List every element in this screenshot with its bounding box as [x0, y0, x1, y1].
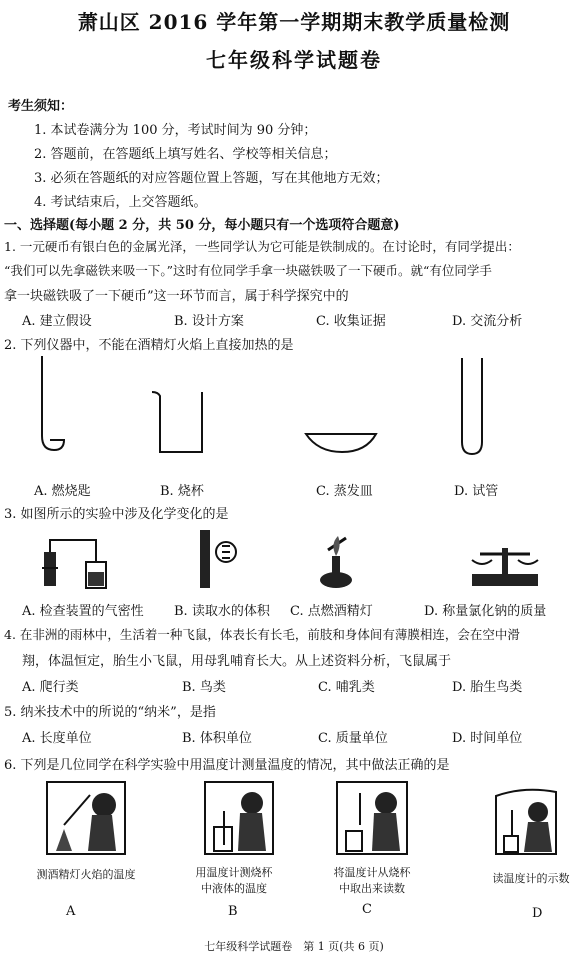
- q3-option-d: D. 称量氯化钠的质量: [424, 604, 547, 619]
- q6-stem: 6. 下列是几位同学在科学实验中用温度计测量温度的情况，其中做法正确的是: [4, 758, 450, 773]
- q1-line-2: “我们可以先拿磁铁来吸一下。”这时有位同学手拿一块磁铁吸了一下硬币。就“有位同学手: [4, 263, 492, 278]
- q6-letter-c: C: [362, 902, 372, 917]
- q3-option-b: B. 读取水的体积: [174, 604, 270, 619]
- q5-option-b: B. 体积单位: [182, 731, 252, 746]
- q4-option-d: D. 胎生鸟类: [452, 680, 523, 695]
- page-footer: 七年级科学试题卷 第 1 页(共 6 页): [204, 940, 384, 953]
- airtight-check-figure: [40, 534, 112, 590]
- q1-option-c: C. 收集证据: [316, 314, 386, 329]
- balance-figure: [466, 540, 544, 590]
- q3-option-c: C. 点燃酒精灯: [290, 604, 373, 619]
- q6-caption-b-line-1: 用温度计测烧杯: [195, 866, 273, 879]
- notice-item-2: 2. 答题前，在答题纸上填写姓名、学校等相关信息；: [34, 147, 337, 162]
- notice-item-4: 4. 考试结束后，上交答题纸。: [34, 195, 207, 210]
- q4-option-a: A. 爬行类: [22, 680, 79, 695]
- q3-stem: 3. 如图所示的实验中涉及化学变化的是: [4, 507, 229, 522]
- evaporating-dish-figure: [304, 428, 380, 460]
- q1-option-b: B. 设计方案: [174, 314, 244, 329]
- alcohol-lamp-figure: [316, 534, 356, 590]
- q5-option-c: C. 质量单位: [318, 731, 388, 746]
- q5-option-d: D. 时间单位: [452, 731, 523, 746]
- q6-caption-c-line-2: 中取出来读数: [339, 882, 405, 895]
- notice-item-3: 3. 必须在答题纸的对应答题位置上答题，写在其他地方无效；: [34, 171, 389, 186]
- thermometer-reading-figure: [494, 786, 558, 856]
- q6-letter-a: A: [66, 904, 76, 919]
- q6-letter-d: D: [532, 906, 543, 921]
- q2-option-c: C. 蒸发皿: [316, 484, 373, 499]
- graduated-cylinder-figure: [196, 528, 246, 590]
- q3-option-a: A. 检查装置的气密性: [22, 604, 144, 619]
- notice-heading: 考生须知：: [8, 99, 74, 114]
- thermometer-beaker-figure: [204, 781, 274, 855]
- q2-option-a: A. 燃烧匙: [34, 484, 91, 499]
- section-heading: 一、选择题(每小题 2 分，共 50 分，每小题只有一个选项符合题意): [4, 218, 400, 233]
- q6-caption-b-line-2: 中液体的温度: [201, 882, 267, 895]
- q1-line-3: 拿一块磁铁吸了一下硬币”这一环节而言，属于科学探究中的: [4, 289, 349, 304]
- beaker-figure: [150, 388, 210, 458]
- q6-caption-a: 测酒精灯火焰的温度: [36, 868, 136, 881]
- q6-letter-b: B: [228, 904, 238, 919]
- q2-option-b: B. 烧杯: [160, 484, 204, 499]
- exam-subtitle: 七年级科学试题卷: [206, 48, 382, 72]
- q6-caption-d: 读温度计的示数: [492, 872, 570, 885]
- exam-title: 萧山区 2016 学年第一学期期末教学质量检测: [77, 10, 511, 34]
- combustion-spoon-figure: [36, 356, 76, 456]
- q4-option-b: B. 鸟类: [182, 680, 226, 695]
- thermometer-flame-figure: [46, 781, 126, 855]
- q2-stem: 2. 下列仪器中，不能在酒精灯火焰上直接加热的是: [4, 338, 294, 353]
- q5-option-a: A. 长度单位: [22, 731, 92, 746]
- thermometer-removed-figure: [336, 781, 408, 855]
- q4-line-2: 翔，体温恒定，胎生小飞鼠，用母乳哺育长大。从上述资料分析，飞鼠属于: [22, 654, 452, 669]
- q1-option-d: D. 交流分析: [452, 314, 523, 329]
- notice-item-1: 1. 本试卷满分为 100 分，考试时间为 90 分钟；: [34, 123, 317, 138]
- q5-stem: 5. 纳米技术中的所说的“纳米”，是指: [4, 705, 216, 720]
- q1-line-1: 1. 一元硬币有银白色的金属光泽，一些同学认为它可能是铁制成的。在讨论时，有同学提出：: [4, 239, 520, 254]
- q4-option-c: C. 哺乳类: [318, 680, 375, 695]
- q1-option-a: A. 建立假设: [22, 314, 92, 329]
- test-tube-figure: [458, 356, 488, 456]
- q2-option-d: D. 试管: [454, 484, 499, 499]
- q6-caption-c-line-1: 将温度计从烧杯: [333, 866, 411, 879]
- q4-line-1: 4. 在非洲的雨林中，生活着一种飞鼠，体表长有长毛，前肢和身体间有薄膜相连，会在空中滑: [4, 627, 520, 642]
